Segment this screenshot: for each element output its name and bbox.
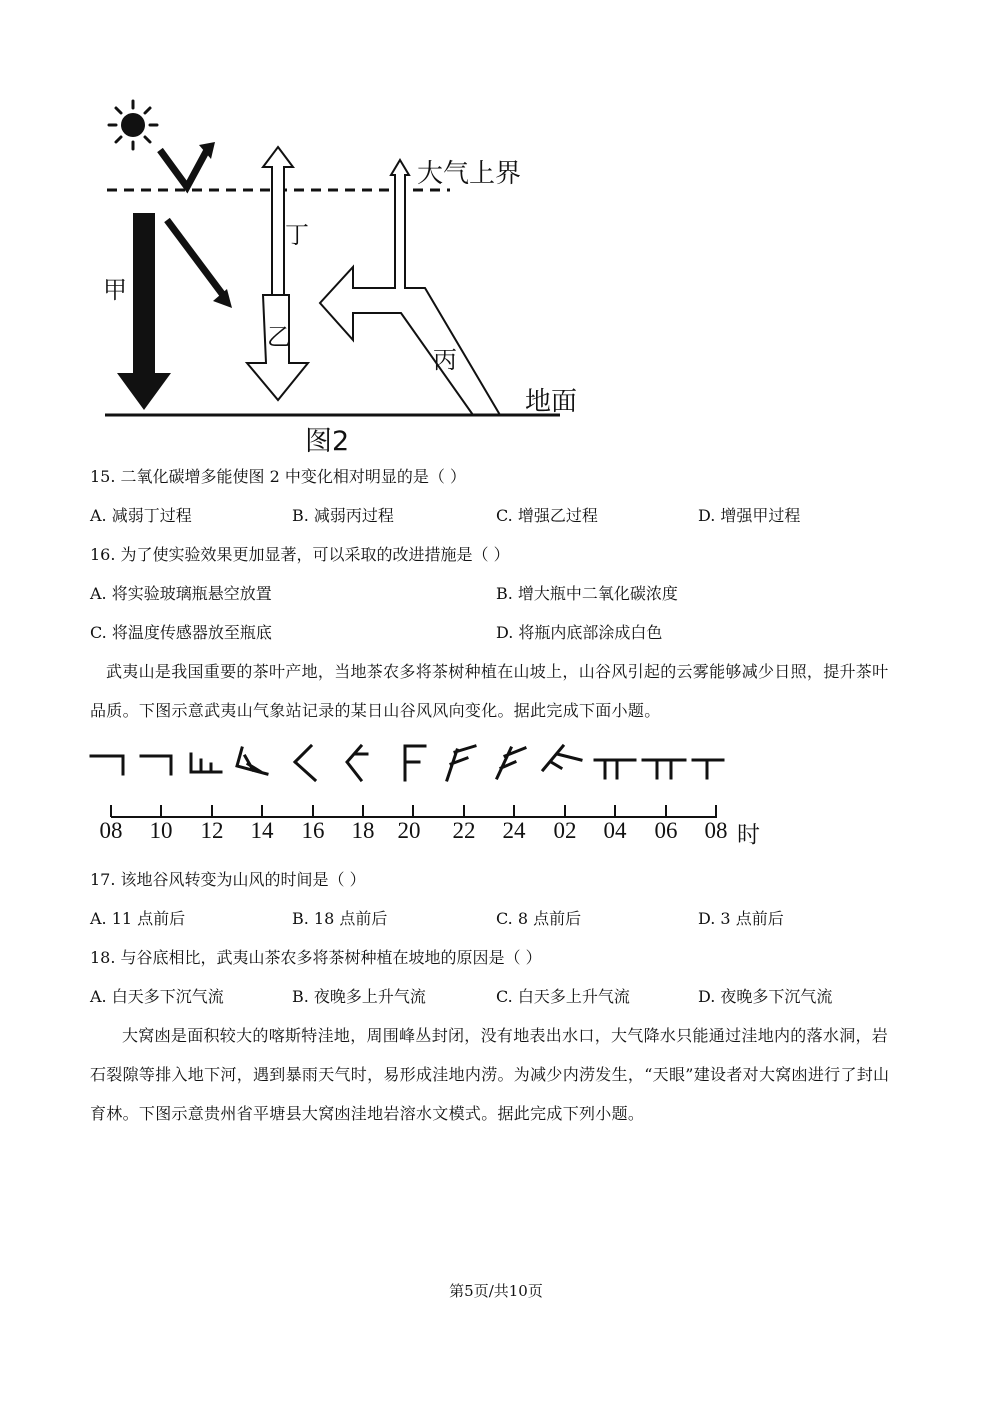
tick-label-10: 10 [149, 818, 173, 843]
passage-dawodang: 大窝凼是面积较大的喀斯特洼地，周围峰丛封闭，没有地表出水口，大气降水只能通过洼地内的落水洞，岩石裂隙等排入地下河，遇到暴雨天气时，易形成洼地内涝。为减少内涝发生，“天眼”建设者对大窝凼进行了封山育林。下图示意贵州省平塘县大窝凼洼地岩溶水文模式。据此完成下列小题。 [90, 1026, 890, 1123]
tick-label-20: 20 [397, 818, 421, 843]
question-17-option-d: D. 3 点前后 [698, 909, 784, 928]
page-footer: 第5页/共10页 [449, 1282, 543, 1300]
tick-label-14: 14 [250, 818, 274, 843]
tick-label-18: 18 [351, 818, 375, 843]
tick-label-06: 06 [654, 818, 678, 843]
time-unit-label: 时 [737, 822, 760, 848]
question-18-stem: 18. 与谷底相比，武夷山茶农多将茶树种植在坡地的原因是（ ） [90, 948, 542, 967]
radiation-diagram [95, 95, 595, 455]
wind-symbol-10 [141, 756, 171, 774]
wind-symbol-04 [595, 760, 635, 778]
question-16-option-a: A. 将实验玻璃瓶悬空放置 [90, 584, 272, 603]
tick-label-16: 16 [301, 818, 325, 843]
question-18-option-a: A. 白天多下沉气流 [90, 987, 224, 1006]
sun-icon [109, 101, 157, 149]
label-atmosphere-top: 大气上界 [417, 159, 522, 189]
question-15-option-b: B. 减弱丙过程 [292, 506, 394, 525]
figure-caption: 图2 [305, 426, 350, 457]
question-16-option-d: D. 将瓶内底部涂成白色 [496, 623, 663, 642]
figure-2 [95, 95, 595, 455]
question-15-option-a: A. 减弱丁过程 [90, 506, 192, 525]
question-17-option-b: B. 18 点前后 [292, 909, 388, 928]
wind-symbol-02 [543, 746, 581, 770]
label-jia: 甲 [103, 276, 127, 304]
label-yi: 乙 [267, 323, 291, 351]
time-axis [85, 795, 785, 825]
question-16-stem: 16. 为了使实验效果更加显著，可以采取的改进措施是（ ） [90, 545, 510, 564]
label-ground: 地面 [525, 387, 578, 417]
wind-symbol-12 [191, 754, 221, 772]
passage-wuyi: 武夷山是我国重要的茶叶产地，当地茶农多将茶树种植在山坡上，山谷风引起的云雾能够减少日照，提升茶叶品质。下图示意武夷山气象站记录的某日山谷风风向变化。据此完成下面小题。 [90, 662, 889, 720]
question-18-option-b: B. 夜晚多上升气流 [292, 987, 426, 1006]
question-15-stem: 15. 二氧化碳增多能使图 2 中变化相对明显的是（ ） [90, 467, 466, 486]
label-bing: 丙 [433, 346, 457, 374]
question-17-option-c: C. 8 点前后 [496, 909, 582, 928]
tick-label-08: 08 [99, 818, 123, 843]
wind-symbol-08-end [693, 760, 723, 778]
wind-symbol-18 [347, 746, 367, 780]
tick-label-08-end: 08 [704, 818, 728, 843]
wind-symbol-22 [447, 746, 475, 780]
arrow-jia [117, 213, 171, 410]
question-17-option-a: A. 11 点前后 [90, 909, 186, 928]
question-15-option-d: D. 增强甲过程 [698, 506, 801, 525]
question-17-stem: 17. 该地谷风转变为山风的时间是（ ） [90, 870, 366, 889]
wind-symbol-06 [643, 760, 685, 778]
arrow-ding-yi [247, 147, 308, 400]
question-16-option-b: B. 增大瓶中二氧化碳浓度 [496, 584, 678, 603]
tick-label-22: 22 [452, 818, 476, 843]
question-15-option-c: C. 增强乙过程 [496, 506, 598, 525]
label-ding: 丁 [285, 221, 309, 249]
tick-label-04: 04 [603, 818, 627, 843]
wind-direction-chart [85, 740, 785, 850]
question-16-option-c: C. 将温度传感器放至瓶底 [90, 623, 272, 642]
wind-symbol-08 [91, 756, 123, 774]
wind-symbol-20 [405, 746, 425, 780]
tick-label-12: 12 [200, 818, 224, 843]
tick-label-24: 24 [502, 818, 526, 843]
diagonal-arrow [167, 220, 232, 308]
reflection-arrow [160, 142, 215, 187]
question-18-option-d: D. 夜晚多下沉气流 [698, 987, 833, 1006]
wind-symbol-24 [497, 748, 525, 778]
wind-symbol-16 [295, 746, 315, 780]
question-18-option-c: C. 白天多上升气流 [496, 987, 630, 1006]
tick-label-02: 02 [553, 818, 577, 843]
arrow-bing [320, 160, 500, 415]
wind-symbol-14 [237, 748, 267, 774]
